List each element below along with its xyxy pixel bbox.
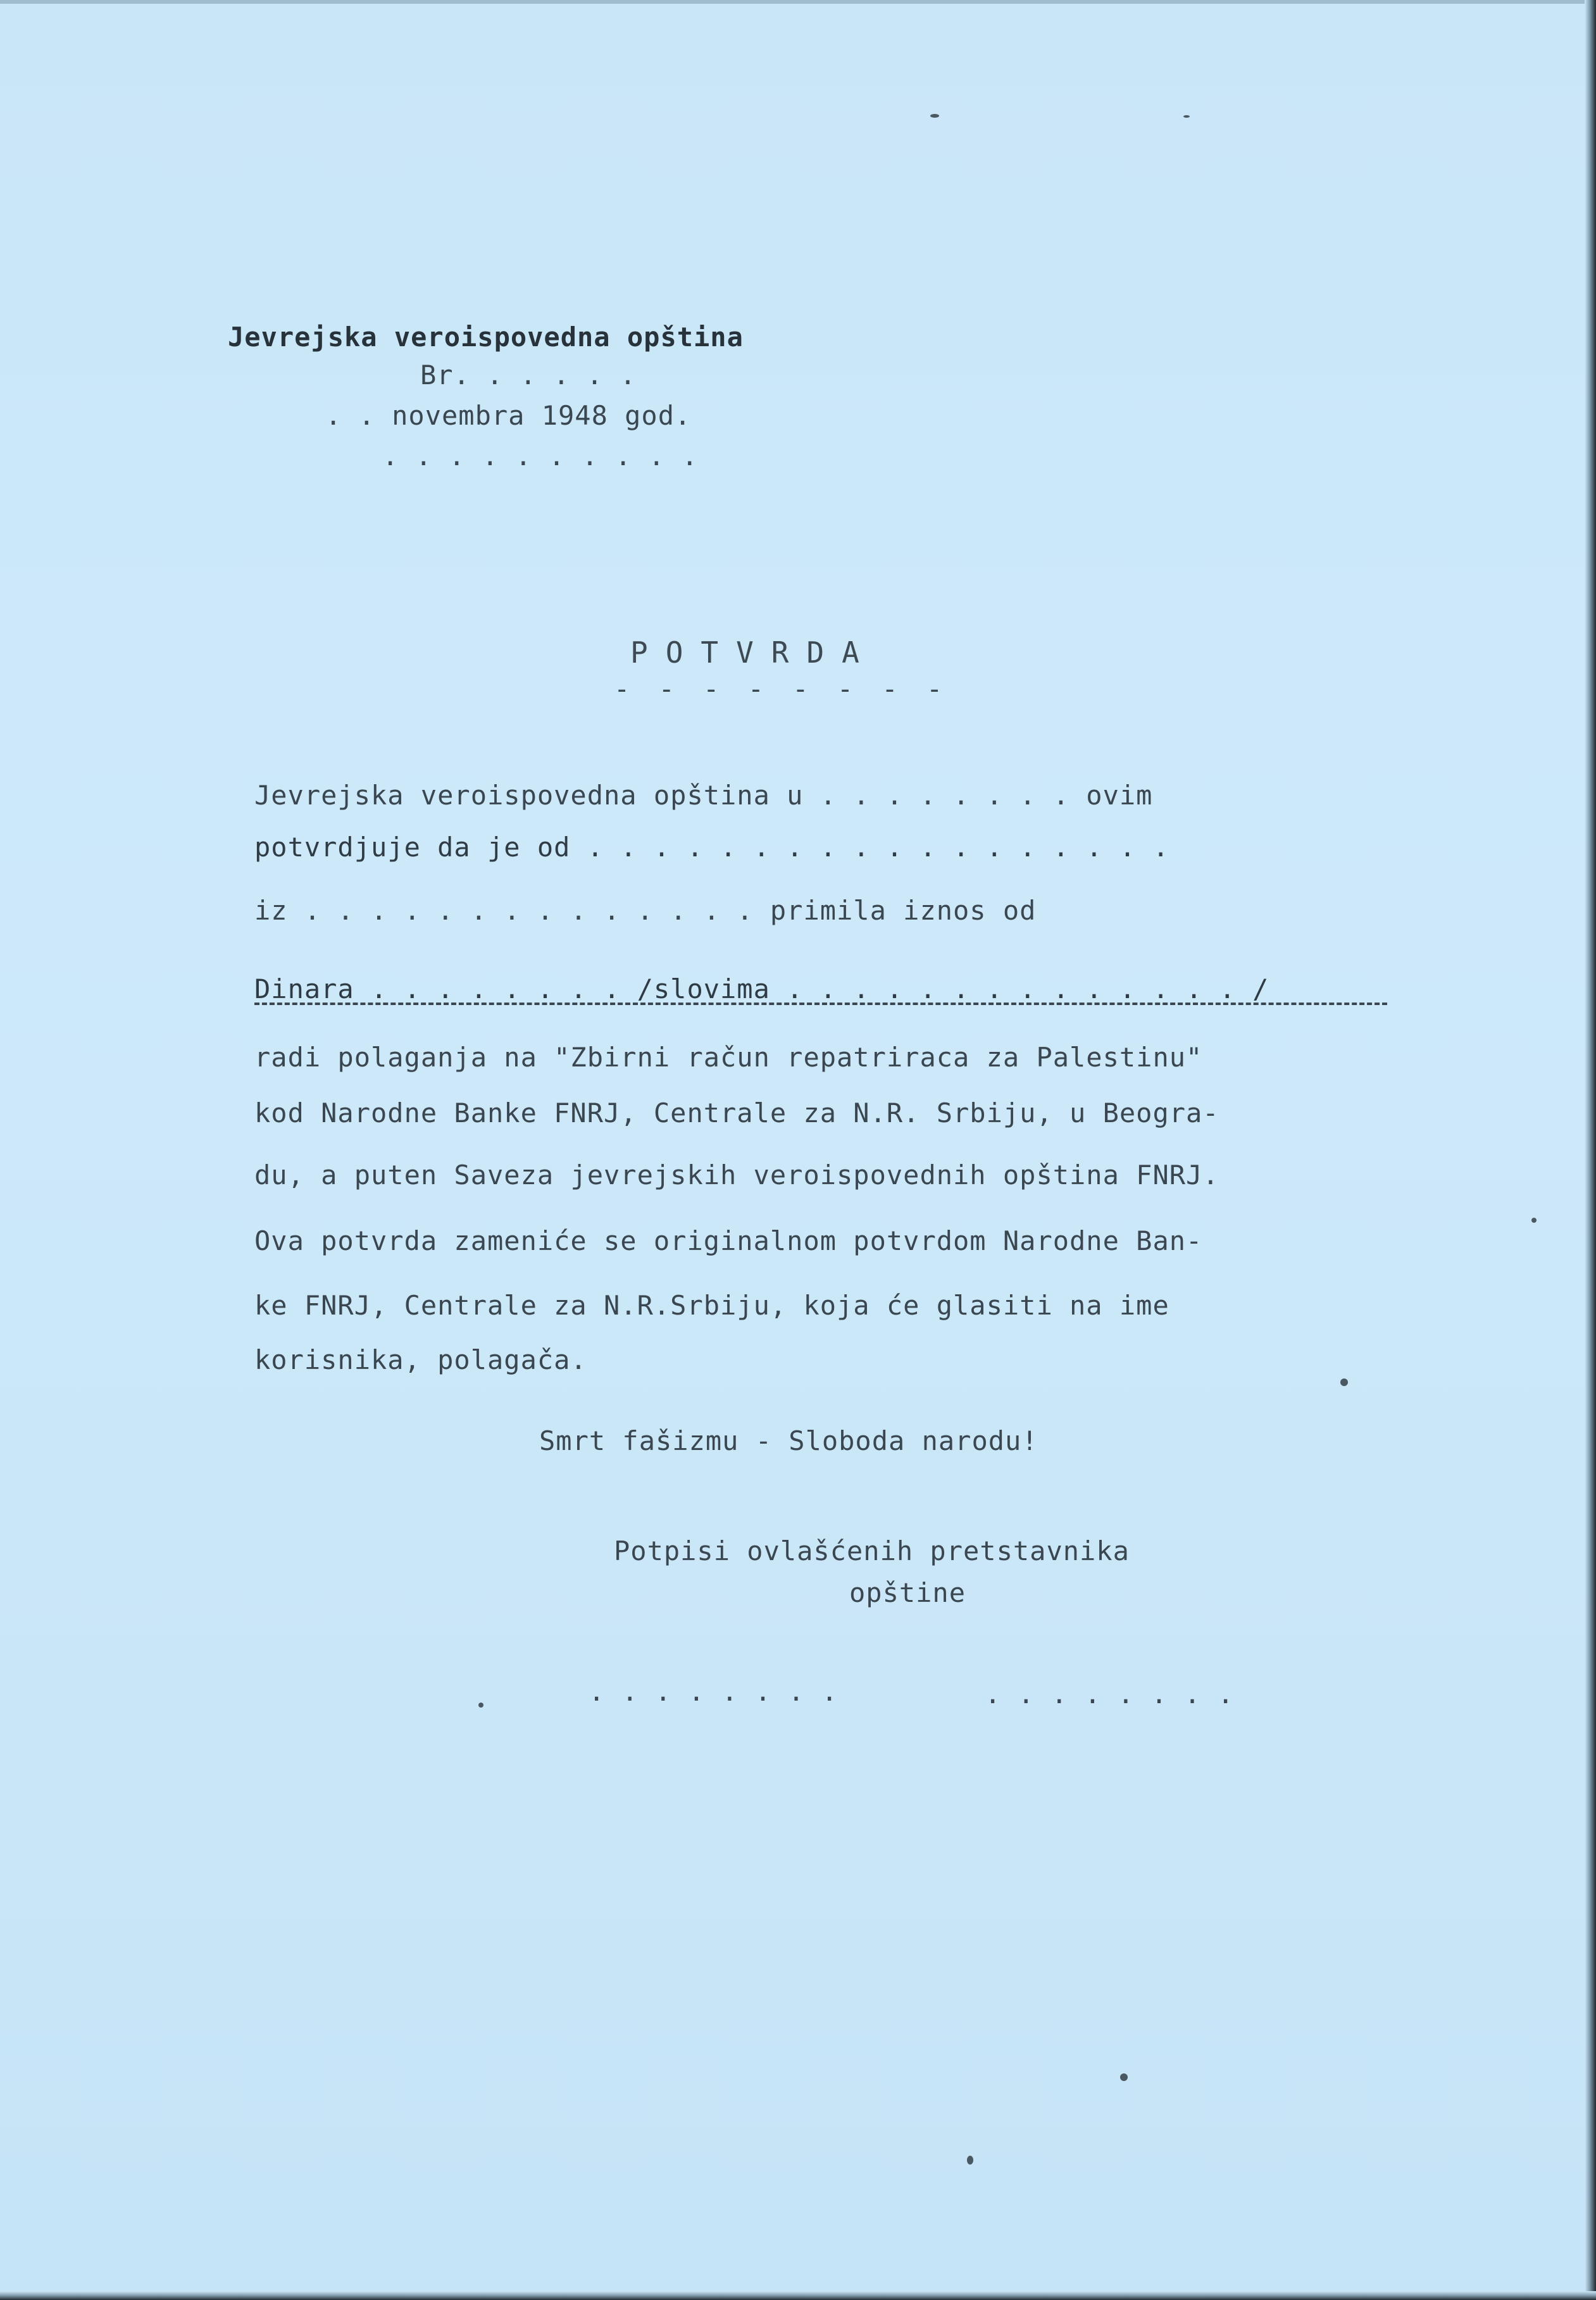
header-place-dots: . . . . . . . . . . (382, 441, 699, 472)
body-line: ke FNRJ, Centrale za N.R.Srbiju, koja će glasiti na ime (254, 1290, 1169, 1321)
header-number: Br. . . . . . (420, 359, 637, 391)
signature-line-right: . . . . . . . . (985, 1678, 1235, 1709)
header-organization: Jevrejska veroispovedna opština (228, 322, 744, 353)
body-line: radi polaganja na "Zbirni račun repatriraca za Palestinu" (254, 1042, 1203, 1073)
scan-speck (1340, 1378, 1348, 1386)
page-edge-right (1585, 0, 1596, 2300)
document-title: POTVRDA (630, 635, 877, 670)
page-edge-bottom (0, 2291, 1596, 2300)
scan-speck (930, 114, 939, 118)
body-line: kod Narodne Banke FNRJ, Centrale za N.R. Srbiju, u Beogra- (254, 1097, 1219, 1128)
scan-speck (1531, 1218, 1537, 1223)
body-line: korisnika, polagača. (254, 1344, 587, 1375)
title-underline: - - - - - - - - (614, 673, 949, 704)
amount-underline (254, 1003, 1387, 1005)
scan-speck (1120, 2073, 1128, 2081)
signature-line-left: . . . . . . . . (589, 1676, 839, 1707)
signature-label-municipality: opštine (849, 1577, 966, 1608)
signature-label: Potpisi ovlašćenih pretstavnika (614, 1535, 1130, 1566)
slogan: Smrt fašizmu - Sloboda narodu! (539, 1425, 1038, 1456)
scan-speck (1183, 115, 1190, 118)
body-line: du, a puten Saveza jevrejskih veroispovednih opština FNRJ. (254, 1159, 1219, 1191)
body-line: potvrdjuje da je od . . . . . . . . . . . . . . . . . . (254, 832, 1169, 863)
body-line-amount: Dinara . . . . . . . . /slovima . . . . . . . . . . . . . . / (254, 973, 1269, 1004)
scan-speck (967, 2156, 973, 2165)
header-date: . . novembra 1948 god. (325, 400, 692, 431)
page-edge-top (0, 0, 1596, 4)
body-line: iz . . . . . . . . . . . . . . primila iznos od (254, 895, 1037, 926)
body-line: Ova potvrda zameniće se originalnom potvrdom Narodne Ban- (254, 1225, 1203, 1256)
scan-speck (478, 1703, 483, 1708)
body-line: Jevrejska veroispovedna opština u . . . . . . . . ovim (254, 780, 1153, 811)
